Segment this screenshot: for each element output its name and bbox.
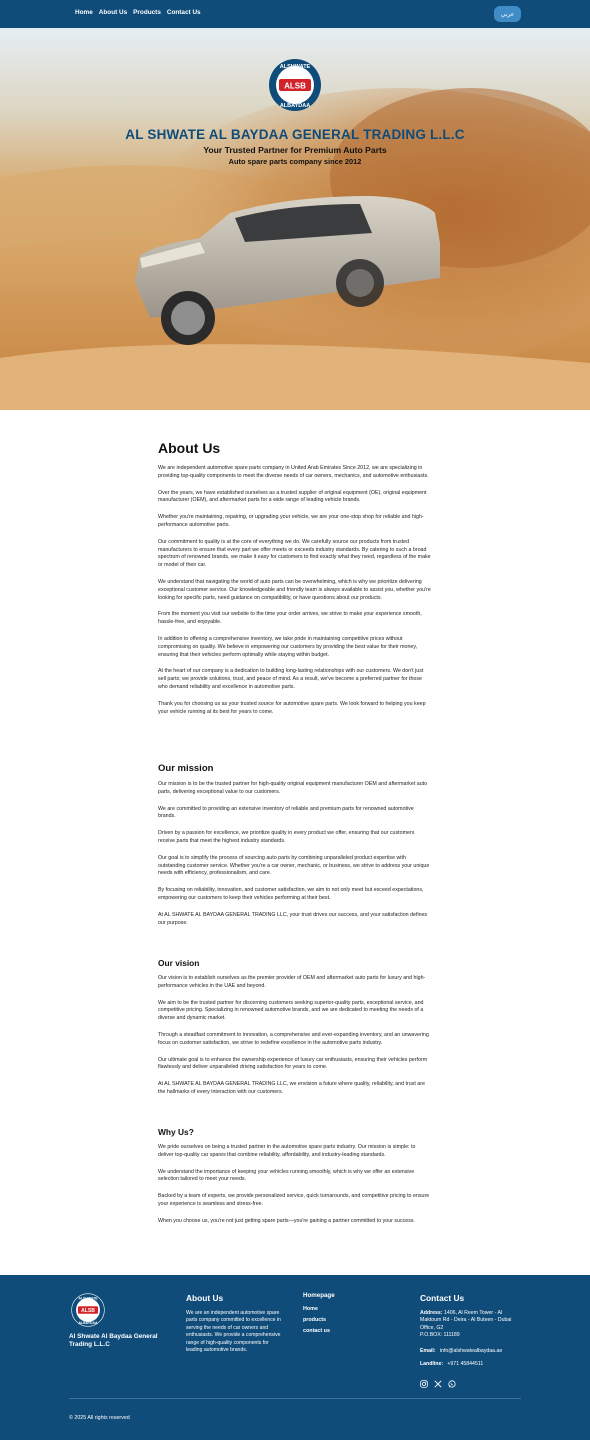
site-footer (0, 1275, 590, 1440)
svg-text:ALSHWATE: ALSHWATE (78, 1296, 98, 1301)
copyright: © 2025 All rights reserved (69, 1415, 130, 1421)
footer-link-products[interactable]: products (303, 1317, 327, 1323)
why-us-paragraph: We understand the importance of keeping your vehicles running smoothly, which is why we offer an extensive selection tailored to meet your needs. (158, 1168, 415, 1183)
why-us-paragraph: We pride ourselves on being a trusted partner in the automotive spare parts industry. Our mission is simple: to deliver top-quality car spares that combine reliability, affordability, and industry-leading standards. (158, 1144, 416, 1158)
footer-landline (420, 1361, 524, 1368)
pobox-value: P.O.BOX: 111189 (420, 1332, 460, 1339)
why-us-paragraph: Backed by a team of experts, we provide personalized service, quick turnarounds, and competitive pricing to ensure your experience is seamless and stress-free. (158, 1193, 430, 1207)
about-section (158, 440, 432, 716)
whatsapp-icon[interactable] (448, 1375, 456, 1383)
nav-contact-us[interactable]: Contact Us (166, 9, 201, 16)
about-paragraph: Our commitment to quality is at the core of everything we do. We carefully source our products from trusted manufacturers to ensure that every part we offer meets or exceeds industry standards. By catering to such a broad spectrum of renowned brands, we make it easy for customers to find exactly what they need, regardless of the make or model of their car. (158, 538, 431, 569)
footer-link-home[interactable]: Home (303, 1306, 318, 1312)
language-toggle-button[interactable]: عربي (494, 6, 521, 22)
nav-products[interactable]: Products (133, 9, 161, 16)
vision-section (158, 958, 432, 1097)
about-paragraph: We are independent automotive spare parts company in United Arab Emirates Since 2012, we are specializing in providing top-quality components to meet the diverse needs of car owners, mechanics, and automotive enthusiasts. (158, 465, 429, 479)
nav-about-us[interactable]: About Us (98, 9, 128, 16)
footer-about-heading: About Us (186, 1293, 224, 1303)
about-paragraph: We understand that navigating the world of auto parts can be overwhelming, which is why we prioritize delivering exceptional customer service. Our knowledgeable and friendly team is always available to assist you, whether you're looking for specific parts, need guidance on compatibility, or have questions about our products. (158, 578, 431, 601)
mission-paragraph: Our goal is to simplify the process of sourcing auto parts by combining unparalleled product expertise with outstanding customer service. Whether you're a car owner, mechanic, or business, we strive to address your unique needs with efficiency, professionalism, and care. (158, 854, 430, 877)
footer-links (303, 1306, 330, 1334)
address-value: 1406, Al Reem Tower - Al Maktoum Rd - Deira - Al Buteen - Dubai Office, G2 (420, 1310, 512, 1331)
about-heading: About Us (158, 440, 221, 456)
mission-heading: Our mission (158, 763, 214, 774)
footer-links-heading: Homepage (303, 1292, 335, 1299)
why-us-section (158, 1127, 432, 1226)
footer-link-contact[interactable]: contact us (303, 1328, 330, 1334)
hero-subtitle: Your Trusted Partner for Premium Auto Parts (203, 145, 387, 155)
svg-text:ALBAYDAA: ALBAYDAA (279, 103, 311, 109)
footer-company-name: Al Shwate Al Baydaa General Trading L.L.C (69, 1333, 158, 1349)
landline-label: Landline: (420, 1361, 444, 1367)
svg-text:ALBAYDAA: ALBAYDAA (78, 1320, 98, 1325)
vision-paragraph: Our vision is to establish ourselves as the premier provider of OEM and aftermarket auto parts for luxury and high-performance vehicles in the UAE and beyond. (158, 975, 426, 989)
address-label: Address: (420, 1310, 443, 1316)
mission-section (158, 763, 432, 927)
hero-title: AL SHWATE AL BAYDAA GENERAL TRADING L.L.C (125, 127, 465, 142)
main-nav (75, 9, 201, 16)
top-navigation-bar (0, 0, 590, 28)
footer-divider (69, 1398, 521, 1399)
footer-contact-heading: Contact Us (420, 1293, 465, 1303)
mission-paragraph: At AL SHWATE AL BAYDAA GENERAL TRADING LLC, your trust drives our success, and your satisfaction defines our purpose. (158, 911, 428, 926)
mission-paragraph: We are committed to providing an extensive inventory of reliable and premium parts for renowned automotive brands. (158, 805, 414, 820)
footer-logo (71, 1293, 105, 1327)
nav-home[interactable]: Home (75, 9, 93, 16)
svg-text:ALSB: ALSB (284, 81, 306, 91)
social-links (420, 1375, 456, 1383)
company-logo (268, 58, 322, 112)
about-paragraph: At the heart of our company is a dedication to building long-lasting relationships with our customers. We don't just sell parts; we provide solutions, trust, and peace of mind. As a result, we've become a preferred partner for those who demand reliability and excellence in automotive parts. (158, 668, 424, 690)
email-label: Email: (420, 1348, 436, 1354)
footer-email (420, 1348, 524, 1355)
vision-paragraph: Our ultimate goal is to enhance the ownership experience of luxury car enthusiasts, ensuring their vehicles perform flawlessly and deliver unparalleled driving satisfaction for years to come. (158, 1056, 428, 1071)
mission-paragraph: By focusing on reliability, innovation, and customer satisfaction, we aim to not only meet but exceed expectations, empowering our customers to keep their vehicles performing at their best. (158, 887, 424, 901)
about-paragraph: Whether you're maintaining, repairing, or upgrading your vehicle, we are your one-stop shop for reliable and high-performance automotive parts. (158, 514, 424, 528)
hero-banner (0, 28, 590, 410)
why-us-heading: Why Us? (158, 1127, 194, 1137)
svg-text:ALSHWATE: ALSHWATE (279, 64, 311, 70)
landline-value[interactable]: +971 45844511 (447, 1361, 484, 1367)
vision-heading: Our vision (158, 958, 200, 968)
mission-paragraph: Our mission is to be the trusted partner for high-quality original equipment manufacturer OEM and aftermarket auto parts, delivering exceptional value to our customers. (158, 781, 428, 795)
why-us-paragraph: When you choose us, you're not just getting spare parts—you're gaining a partner committed to your success. (158, 1217, 415, 1224)
mission-paragraph: Driven by a passion for excellence, we prioritize quality in every product we offer, ensuring that our customers receive parts that meet the highest industry standards. (158, 830, 415, 844)
about-paragraph: Over the years, we have established ourselves as a trusted supplier of original equipment (OE), original equipment manufacturer (OEM), and aftermarket parts for a wide range of leading vehicle brands. (158, 489, 427, 504)
email-link[interactable]: info@alshwatealbaydaa.ae (439, 1348, 503, 1354)
instagram-icon[interactable] (420, 1375, 428, 1383)
vision-paragraph: Through a steadfast commitment to innovation, a comprehensive and ever-expanding inventory, and an unwavering focus on customer satisfaction, we strive to redefine excellence in the automotive parts industry. (158, 1031, 429, 1046)
footer-about-text: We are an independent automotive spare parts company committed to excellence in serving the needs of car owners and enthusiasts. We provide a comprehensive range of high-quality components for leading automotive brands. (186, 1310, 281, 1354)
svg-text:ALSB: ALSB (81, 1308, 95, 1315)
about-paragraph: Thank you for choosing us as your trusted source for automotive spare parts. We look forward to helping you keep your vehicle running at its best for years to come. (158, 700, 426, 715)
hero-tagline: Auto spare parts company since 2012 (228, 157, 362, 166)
vision-paragraph: At AL SHWATE AL BAYDAA GENERAL TRADING LLC, we envision a future where quality, reliability, and trust are the hallmarks of every interaction with our customers. (158, 1081, 425, 1095)
vision-paragraph: We aim to be the trusted partner for discerning customers seeking superior-quality parts, exceptional service, and competitive pricing. Specializing in renowned automotive brands, and we are dedicated to meeting the needs of a diverse and dynamic market. (158, 999, 424, 1022)
footer-address (420, 1310, 524, 1340)
about-paragraph: From the moment you visit our website to the time your order arrives, we strive to make your experience smooth, hassle-free, and enjoyable. (158, 611, 422, 626)
about-paragraph: In addition to offering a comprehensive inventory, we take pride in maintaining competitive prices without compromising on quality. We believe in empowering our customers by providing the best value for their money, ensuring that their vehicles perform optimally while staying within budget. (158, 635, 418, 658)
x-twitter-icon[interactable] (434, 1375, 442, 1383)
